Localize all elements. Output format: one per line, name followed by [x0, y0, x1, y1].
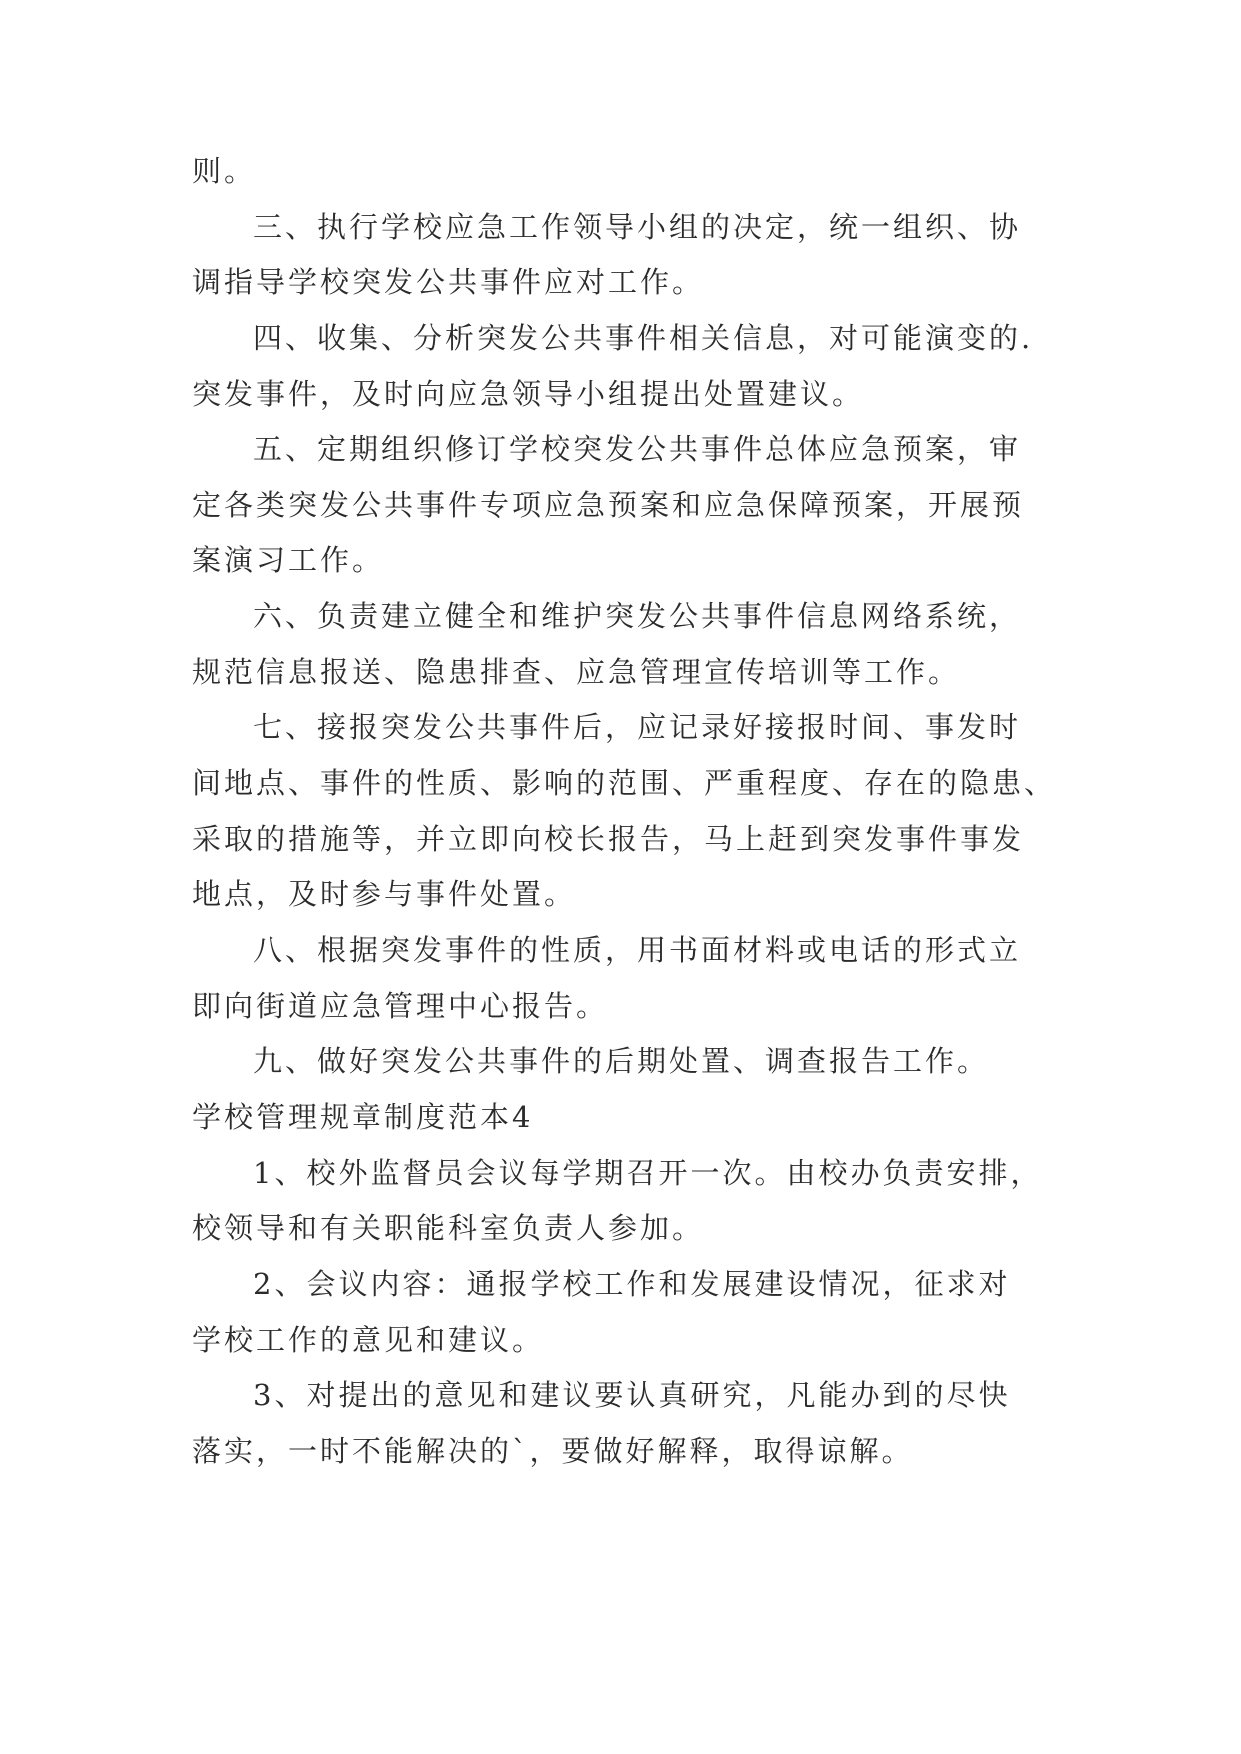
paragraph-start-line: 3、对提出的意见和建议要认真研究，凡能办到的尽快	[253, 1378, 1011, 1412]
paragraph-start-line: 八、根据突发事件的性质，用书面材料或电话的形式立	[253, 933, 1022, 967]
text-line: 规范信息报送、隐患排查、应急管理宣传培训等工作。	[192, 655, 961, 689]
paragraph-start-line: 七、接报突发公共事件后，应记录好接报时间、事发时	[253, 710, 1022, 744]
text-line: 突发事件，及时向应急领导小组提出处置建议。	[192, 377, 865, 411]
text-line: 校领导和有关职能科室负责人参加。	[192, 1211, 705, 1245]
paragraph-start-line: 九、做好突发公共事件的后期处置、调查报告工作。	[253, 1044, 990, 1078]
paragraph-start-line: 三、执行学校应急工作领导小组的决定，统一组织、协	[253, 210, 1022, 244]
text-line: 地点，及时参与事件处置。	[192, 877, 577, 911]
text-line: 落实，一时不能解决的`，要做好解释，取得谅解。	[192, 1434, 914, 1468]
text-line: 学校工作的意见和建议。	[192, 1323, 545, 1357]
paragraph-start-line: 六、负责建立健全和维护突发公共事件信息网络系统，	[253, 599, 1022, 633]
text-line: 案演习工作。	[192, 543, 385, 577]
text-line: 采取的措施等，并立即向校长报告，马上赶到突发事件事发	[192, 822, 1025, 856]
text-line: 间地点、事件的性质、影响的范围、严重程度、存在的隐患、	[192, 766, 1057, 800]
section-heading: 学校管理规章制度范本4	[192, 1100, 534, 1134]
paragraph-start-line: 2、会议内容：通报学校工作和发展建设情况，征求对	[253, 1267, 1011, 1301]
text-line: 调指导学校突发公共事件应对工作。	[192, 265, 705, 299]
text-line: 即向街道应急管理中心报告。	[192, 989, 609, 1023]
paragraph-start-line: 四、收集、分析突发公共事件相关信息，对可能演变的.	[253, 321, 1034, 355]
paragraph-start-line: 1、校外监督员会议每学期召开一次。由校办负责安排，	[253, 1156, 1043, 1190]
paragraph-start-line: 五、定期组织修订学校突发公共事件总体应急预案，审	[253, 432, 1022, 466]
text-line: 则。	[192, 154, 257, 188]
text-line: 定各类突发公共事件专项应急预案和应急保障预案，开展预	[192, 488, 1025, 522]
